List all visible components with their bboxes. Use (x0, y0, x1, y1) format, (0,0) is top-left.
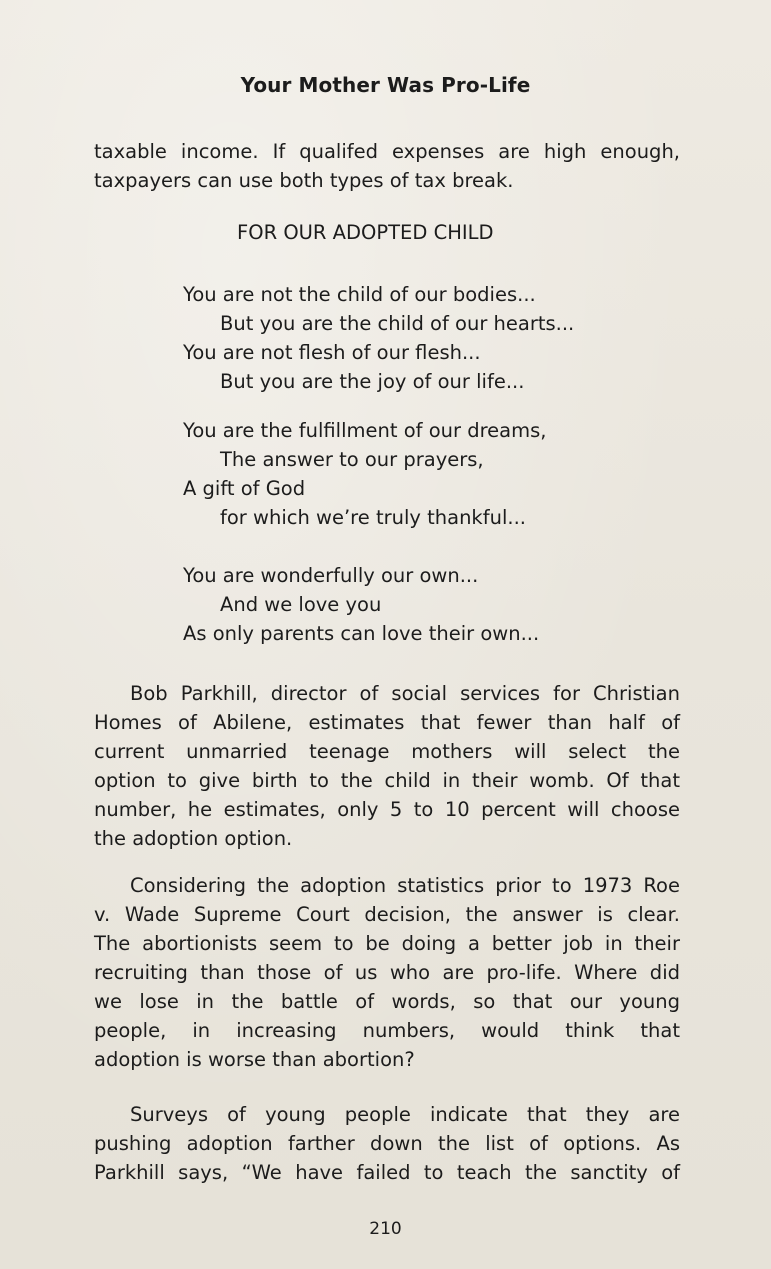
text-line: the adoption option. (94, 827, 293, 850)
poem-line: You are wonderfully our own... (183, 564, 479, 587)
body-paragraph (94, 679, 680, 853)
poem-line: But you are the joy of our life... (220, 370, 525, 393)
text-line: Considering the adoption statistics prior to 1973 Roe (130, 874, 680, 897)
poem-line: And we love you (220, 593, 382, 616)
text-line: Homes of Abilene, estimates that fewer than half of (94, 711, 680, 734)
page-number: 210 (369, 1219, 402, 1239)
body-paragraph (94, 1100, 680, 1187)
text-line: taxpayers can use both types of tax break. (94, 169, 514, 192)
text-line: recruiting than those of us who are pro-life. Where did (94, 961, 680, 984)
body-paragraph (94, 871, 680, 1074)
text-line: The abortionists seem to be doing a better job in their (94, 932, 680, 955)
poem-line: The answer to our prayers, (220, 448, 484, 471)
poem-line: for which we’re truly thankful... (220, 506, 526, 529)
intro-paragraph (94, 137, 680, 195)
poem-line: But you are the child of our hearts... (220, 312, 575, 335)
poem-line: You are not flesh of our flesh... (183, 341, 481, 364)
running-header: Your Mother Was Pro-Life (240, 73, 531, 97)
text-line: people, in increasing numbers, would think that (94, 1019, 680, 1042)
text-line: we lose in the battle of words, so that our young (94, 990, 680, 1013)
text-line: pushing adoption farther down the list of options. As (94, 1132, 680, 1155)
text-line: adoption is worse than abortion? (94, 1048, 415, 1071)
text-line: v. Wade Supreme Court decision, the answer is clear. (94, 903, 680, 926)
poem-line: As only parents can love their own... (183, 622, 540, 645)
text-line: Bob Parkhill, director of social services for Christian (130, 682, 680, 705)
text-line: Surveys of young people indicate that they are (130, 1103, 680, 1126)
poem-line: You are not the child of our bodies... (183, 283, 536, 306)
poem-line: You are the fulfillment of our dreams, (183, 419, 547, 442)
poem-line: A gift of God (183, 477, 306, 500)
text-line: taxable income. If qualifed expenses are high enough, (94, 140, 680, 163)
poem-title: FOR OUR ADOPTED CHILD (237, 221, 494, 244)
text-line: Parkhill says, “We have failed to teach the sanctity of (94, 1161, 680, 1184)
text-line: current unmarried teenage mothers will select the (94, 740, 680, 763)
text-line: number, he estimates, only 5 to 10 percent will choose (94, 798, 680, 821)
text-line: option to give birth to the child in their womb. Of that (94, 769, 680, 792)
